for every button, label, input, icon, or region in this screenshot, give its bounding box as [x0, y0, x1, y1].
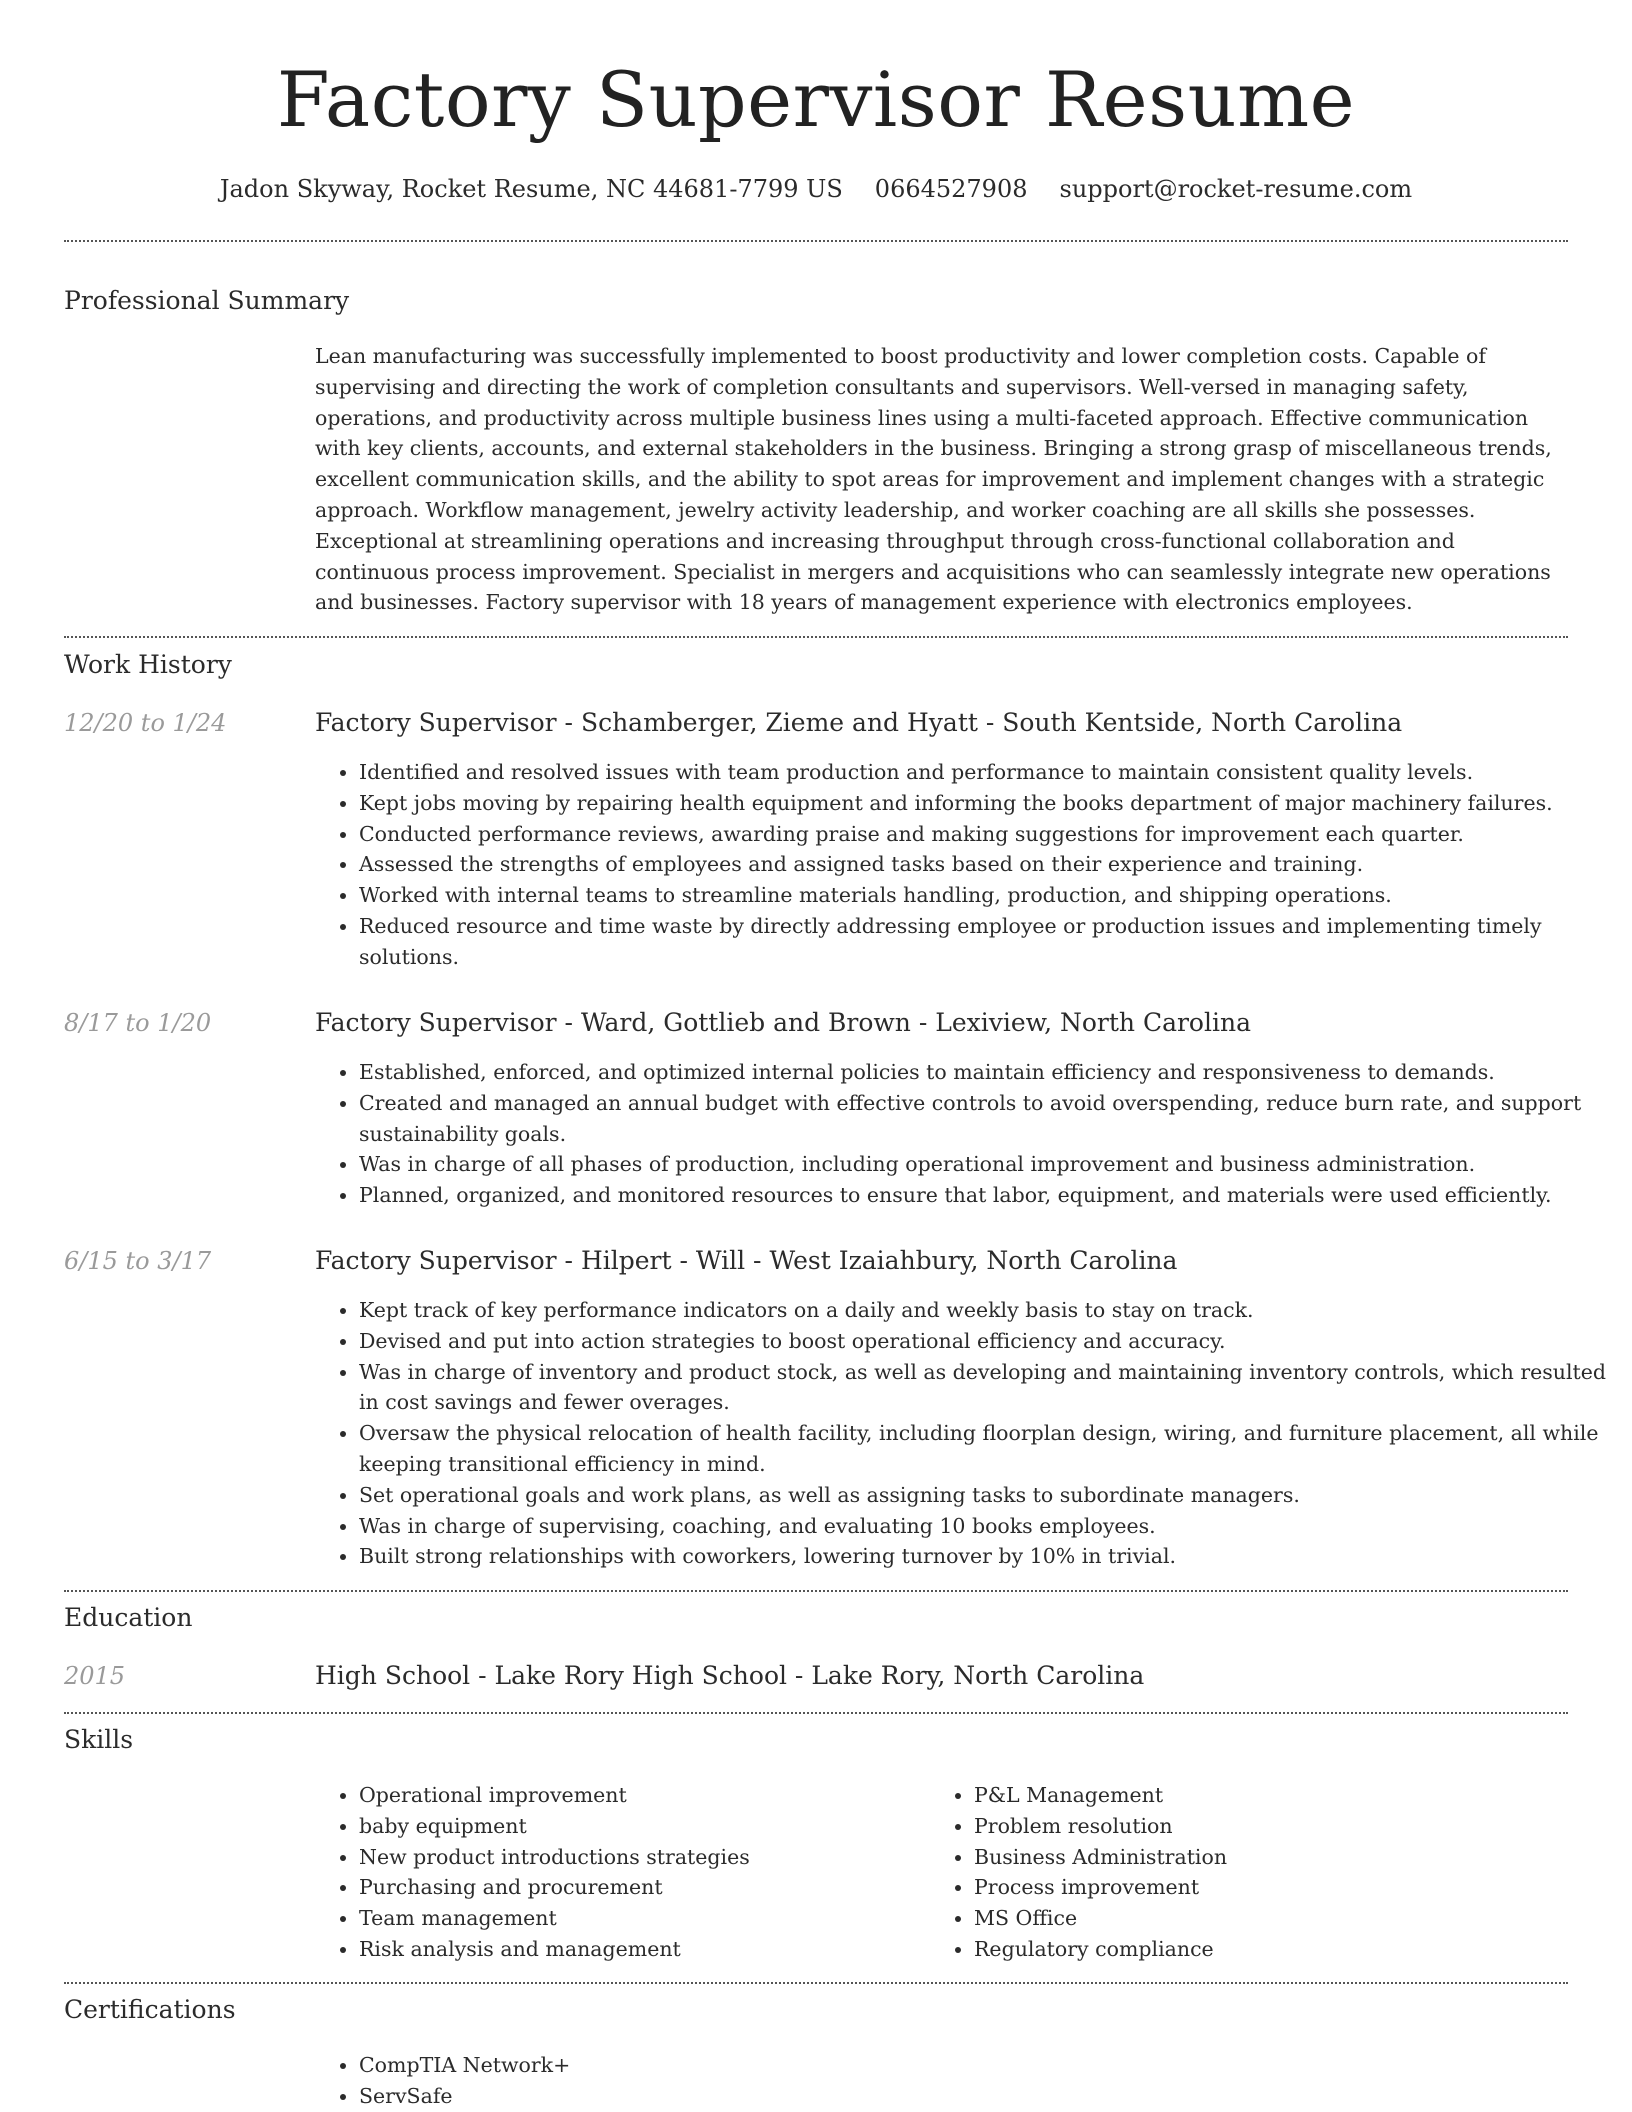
list-item: • Oversaw the physical relocation of health facility, including floorplan design, wiring, and furniture placement, all while keeping transitional efficiency in mind. — [359, 1418, 1612, 1480]
resume-title: Factory Supervisor Resume — [276, 55, 1356, 144]
certifications-list — [315, 2050, 919, 2112]
list-item: • P&L Management — [974, 1780, 1534, 1811]
job-title: Factory Supervisor - Hilpert - Will - West Izaiahbury, North Carolina — [315, 1246, 1178, 1275]
list-item: • Risk analysis and management — [359, 1934, 919, 1965]
job-dates: 6/15 to 3/17 — [64, 1247, 212, 1275]
list-item: • Business Administration — [974, 1842, 1534, 1873]
list-item: • ServSafe — [359, 2081, 919, 2112]
list-item: • Planned, organized, and monitored resources to ensure that labor, equipment, and materials were used efficiently. — [359, 1180, 1612, 1211]
list-item: • baby equipment — [359, 1811, 919, 1842]
list-item: • Identified and resolved issues with team production and performance to maintain consistent quality levels. — [359, 757, 1612, 788]
job-title: Factory Supervisor - Ward, Gottlieb and Brown - Lexiview, North Carolina — [315, 1008, 1251, 1037]
list-item: • Regulatory compliance — [974, 1934, 1534, 1965]
section-title-certifications: Certifications — [64, 1995, 236, 2024]
list-item: • Problem resolution — [974, 1811, 1534, 1842]
education-year: 2015 — [64, 1662, 126, 1690]
list-item: • Worked with internal teams to streamline materials handling, production, and shipping operations. — [359, 880, 1612, 911]
summary-text: Lean manufacturing was successfully implemented to boost productivity and lower completion costs. Capable of supervising and directing the work of completion consultants and supervisors. Well-versed in managing safety, operations, and productivity across multiple business lines using a multi-faceted approach. Effective communication with key clients, accounts, and external stakeholders in the business. Bringing a strong grasp of miscellaneous trends, excellent communication skills, and the ability to spot areas for improvement and implement changes with a strategic approach. Workflow management, jewelry activity leadership, and worker coaching are all skills she possesses. Exceptional at streamlining operations and increasing throughput through cross-functional collaboration and continuous process improvement. Specialist in mergers and acquisitions who can seamlessly integrate new operations and businesses. Factory supervisor with 18 years of management experience with electronics employees. — [315, 344, 1552, 615]
list-item: • Assessed the strengths of employees and assigned tasks based on their experience and training. — [359, 849, 1612, 880]
list-item: • Devised and put into action strategies to boost operational efficiency and accuracy. — [359, 1326, 1612, 1357]
list-item: • Set operational goals and work plans, as well as assigning tasks to subordinate managers. — [359, 1480, 1612, 1511]
divider — [64, 1982, 1568, 1984]
divider — [64, 240, 1568, 242]
section-title-skills: Skills — [64, 1725, 134, 1754]
education-entry: High School - Lake Rory High School - Lake Rory, North Carolina — [315, 1661, 1145, 1690]
contact-address: Jadon Skyway, Rocket Resume, NC 44681-7799 US — [219, 175, 843, 203]
list-item: • Purchasing and procurement — [359, 1872, 919, 1903]
divider — [64, 1712, 1568, 1714]
job-bullets — [315, 1057, 1612, 1211]
list-item: • Built strong relationships with coworkers, lowering turnover by 10% in trivial. — [359, 1541, 1612, 1572]
list-item: • Was in charge of all phases of production, including operational improvement and business administration. — [359, 1149, 1612, 1180]
list-item: • Reduced resource and time waste by directly addressing employee or production issues and implementing timely solutions. — [359, 911, 1612, 973]
list-item: • Conducted performance reviews, awarding praise and making suggestions for improvement each quarter. — [359, 819, 1612, 850]
job-title: Factory Supervisor - Schamberger, Zieme and Hyatt - South Kentside, North Carolina — [315, 708, 1403, 737]
list-item: • Kept track of key performance indicators on a daily and weekly basis to stay on track. — [359, 1295, 1612, 1326]
section-title-education: Education — [64, 1603, 193, 1632]
job-dates: 12/20 to 1/24 — [64, 709, 227, 737]
list-item: • Team management — [359, 1903, 919, 1934]
list-item: • Operational improvement — [359, 1780, 919, 1811]
job-bullets — [315, 1295, 1612, 1572]
contact-line — [64, 172, 1568, 206]
list-item: • Was in charge of inventory and product stock, as well as developing and maintaining inventory controls, which resulted in cost savings and fewer overages. — [359, 1357, 1612, 1419]
job-dates: 8/17 to 1/20 — [64, 1009, 212, 1037]
list-item: • Established, enforced, and optimized internal policies to maintain efficiency and responsiveness to demands. — [359, 1057, 1612, 1088]
list-item: • Was in charge of supervising, coaching, and evaluating 10 books employees. — [359, 1511, 1612, 1542]
job-bullets — [315, 757, 1612, 973]
section-title-summary: Professional Summary — [64, 286, 350, 315]
list-item: • Kept jobs moving by repairing health equipment and informing the books department of major machinery failures. — [359, 788, 1612, 819]
list-item: • CompTIA Network+ — [359, 2050, 919, 2081]
section-title-work-history: Work History — [64, 650, 232, 679]
list-item: • Created and managed an annual budget with effective controls to avoid overspending, reduce burn rate, and support sustainability goals. — [359, 1088, 1612, 1150]
list-item: • MS Office — [974, 1903, 1534, 1934]
skills-list-right — [930, 1780, 1534, 1965]
divider — [64, 1590, 1568, 1592]
list-item: • Process improvement — [974, 1872, 1534, 1903]
skills-list-left — [315, 1780, 919, 1965]
contact-phone: 0664527908 — [874, 175, 1028, 203]
list-item: • New product introductions strategies — [359, 1842, 919, 1873]
divider — [64, 636, 1568, 638]
contact-email: support@rocket-resume.com — [1059, 175, 1413, 203]
